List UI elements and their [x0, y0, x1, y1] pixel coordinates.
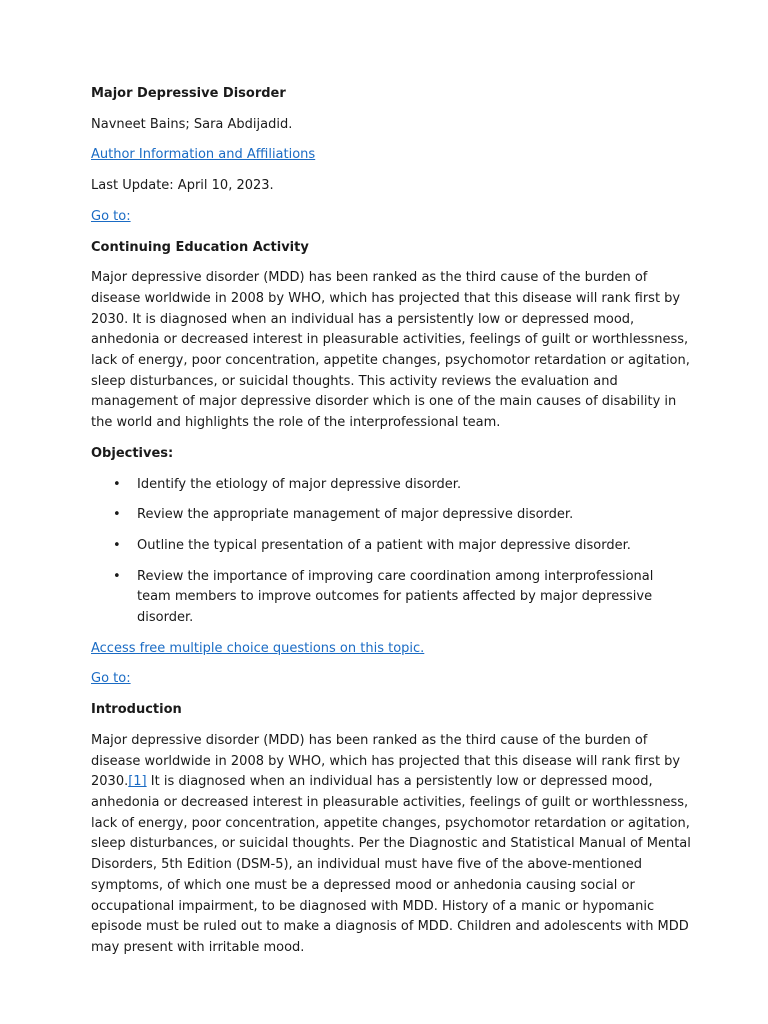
mcq-access-link[interactable]: Access free multiple choice questions on this topic. [91, 640, 425, 656]
objectives-heading: Objectives: [91, 445, 174, 461]
goto-link-2[interactable]: Go to: [91, 671, 131, 687]
goto-row-1 [91, 207, 691, 228]
list-item: • Outline the typical presentation of a patient with major depressive disorder. [137, 536, 691, 557]
author-affiliations-link[interactable]: Author Information and Affiliations [91, 147, 316, 163]
intro-text-part-2: It is diagnosed when an individual has a persistently low or depressed mood, anhedonia or decreased interest in pleasurable activities, feelings of guilt or worthlessness, lack of energy, poor concentration, appetite changes, psychomotor retardation or agitation, sleep disturbances, or suicidal thoughts. Per the Diagnostic and Statistical Manual of Mental Disorders, 5th Edition (DSM-5), an individual must have five of the above-mentioned symptoms, of which one must be a depressed mood or anhedonia causing social or occupational impairment, to be diagnosed with MDD. History of a manic or hypomanic episode must be ruled out to make a diagnosis of MDD. Children and adolescents with MDD may present with irritable mood. [91, 774, 691, 955]
article-page [91, 84, 691, 969]
reference-link-1[interactable]: [1] [128, 774, 147, 790]
goto-row-2 [91, 669, 691, 690]
intro-text-part-1: Major depressive disorder (MDD) has been ranked as the third cause of the burden of disease worldwide in 2008 by WHO, which has projected that this disease will rank first by 2030. [91, 732, 681, 790]
cea-heading: Continuing Education Activity [91, 239, 309, 255]
article-title: Major Depressive Disorder [91, 86, 286, 101]
list-item: • Review the importance of improving care coordination among interprofessional team members to improve outcomes for patients affected by major depressive disorder. [137, 567, 691, 629]
list-item: • Identify the etiology of major depressive disorder. [137, 475, 691, 496]
last-update: Last Update: April 10, 2023. [91, 178, 274, 194]
objectives-list [91, 475, 691, 629]
introduction-paragraph [91, 731, 691, 959]
introduction-heading: Introduction [91, 702, 182, 718]
article-authors: Navneet Bains; Sara Abdijadid. [91, 116, 293, 132]
mcq-row [91, 639, 691, 660]
list-item: • Review the appropriate management of major depressive disorder. [137, 505, 691, 526]
goto-link-1[interactable]: Go to: [91, 208, 131, 224]
cea-paragraph: Major depressive disorder (MDD) has been ranked as the third cause of the burden of disease worldwide in 2008 by WHO, which has projected that this disease will rank first by 2030. It is diagnosed when an individual has a persistently low or depressed mood, anhedonia or decreased interest in pleasurable activities, feelings of guilt or worthlessness, lack of energy, poor concentration, appetite changes, psychomotor retardation or agitation, sleep disturbances, or suicidal thoughts. This activity reviews the evaluation and management of major depressive disorder which is one of the main causes of disability in the world and highlights the role of the interprofessional team. [91, 270, 690, 431]
affiliations-row [91, 145, 691, 166]
